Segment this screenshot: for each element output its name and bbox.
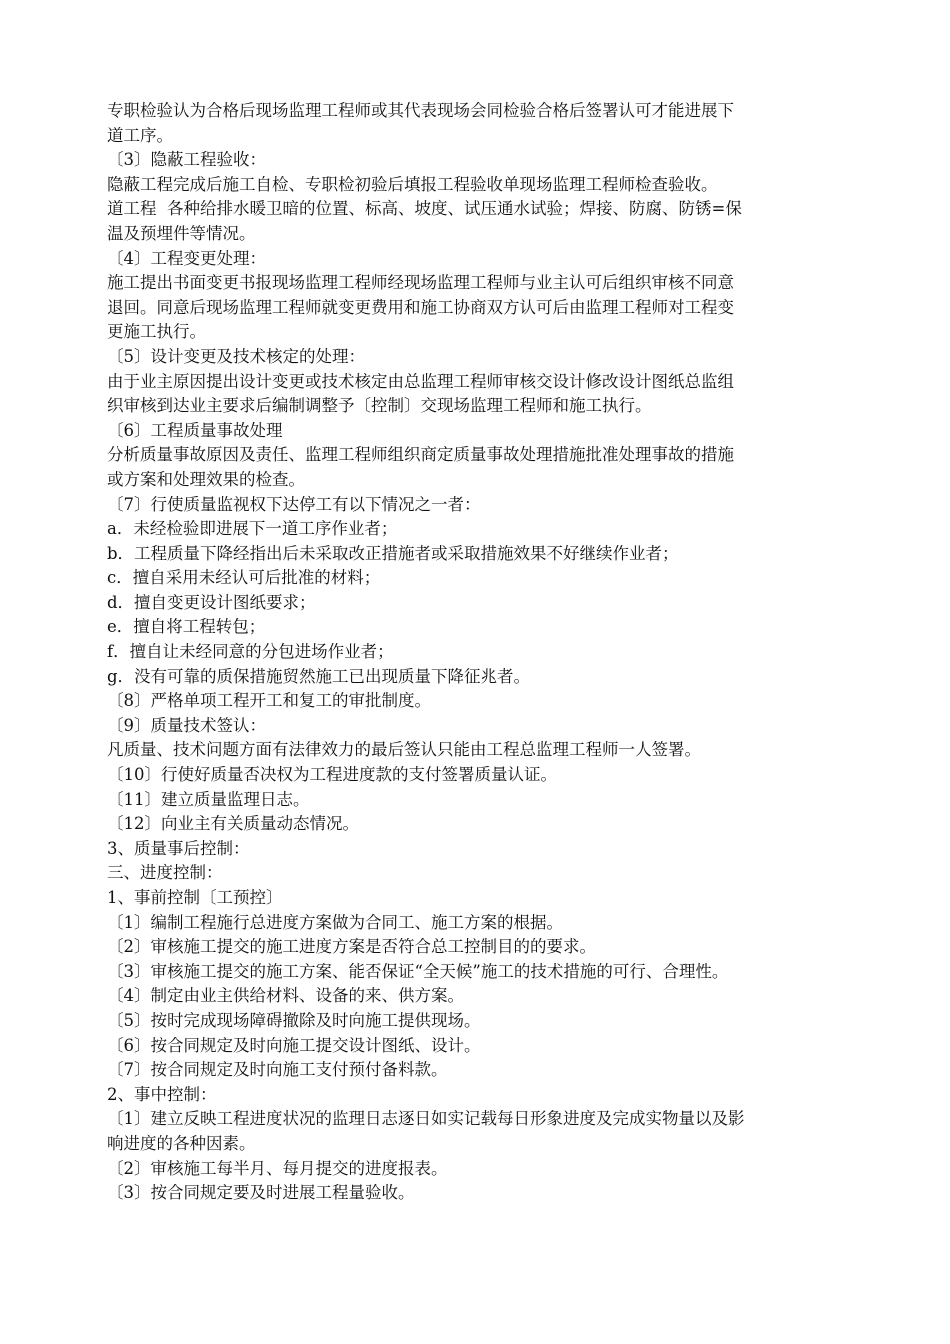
section-heading: 〔8〕严格单项工程开工和复工的审批制度。: [107, 691, 431, 711]
text-line: 施工提出书面变更书报现场监理工程师经现场监理工程师与业主认可后组织审核不同意: [107, 273, 734, 293]
list-item: b．工程质量下降经指出后未采取改正措施者或采取措施效果不好继续作业者；: [107, 543, 679, 563]
section-heading: 〔3〕隐蔽工程验收：: [107, 150, 266, 170]
section-heading: 〔6〕工程质量事故处理: [107, 420, 283, 440]
text-line: 更施工执行。: [107, 322, 206, 342]
list-item: 〔7〕按合同规定及时向施工支付预付备料款。: [107, 1060, 448, 1080]
text-line: 专职检验认为合格后现场监理工程师或其代表现场会同检验合格后签署认可才能进展下: [107, 101, 734, 120]
text-line: 织审核到达业主要求后编制调整予〔控制〕交现场监理工程师和施工执行。: [107, 396, 652, 416]
list-item: c．擅自采用未经认可后批准的材料；: [107, 568, 381, 588]
list-item: 〔1〕建立反映工程进度状况的监理日志逐日如实记载每日形象进度及完成实物量以及影: [107, 1109, 745, 1129]
section-heading: 〔4〕工程变更处理：: [107, 248, 266, 268]
section-heading: 2、事中控制：: [107, 1084, 217, 1104]
text-line: 温及预埋件等情况。: [107, 223, 256, 243]
text-line: 分析质量事故原因及责任、监理工程师组织商定质量事故处理措施批准处理事故的措施: [107, 445, 734, 465]
list-item: a．未经检验即进展下一道工序作业者；: [107, 519, 398, 539]
section-heading: 〔12〕向业主有关质量动态情况。: [107, 814, 359, 834]
text-line: 响进度的各种因素。: [107, 1133, 256, 1153]
text-line: 道工程 各种给排水暖卫暗的位置、标高、坡度、试压通水试验；焊接、防腐、防锈=保: [107, 199, 742, 219]
section-heading: 〔10〕行使好质量否决权为工程进度款的支付签署质量认证。: [107, 765, 557, 785]
list-item: 〔5〕按时完成现场障碍撤除及时向施工提供现场。: [107, 1010, 481, 1030]
list-item: 〔2〕审核施工提交的施工进度方案是否符合总工控制目的的要求。: [107, 937, 596, 957]
list-item: 〔3〕审核施工提交的施工方案、能否保证“全天候”施工的技术措施的可行、合理性。: [107, 961, 729, 981]
text-line: 凡质量、技术问题方面有法律效力的最后签认只能由工程总监理工程师一人签署。: [107, 740, 701, 760]
section-heading: 〔5〕设计变更及技术核定的处理：: [107, 346, 365, 366]
section-heading: 3、质量事后控制：: [107, 838, 250, 858]
section-heading: 〔11〕建立质量监理日志。: [107, 789, 310, 809]
list-item: 〔6〕按合同规定及时向施工提交设计图纸、设计。: [107, 1035, 481, 1055]
text-line: 隐蔽工程完成后施工自检、专职检初验后填报工程验收单现场监理工程师检查验收。: [107, 174, 718, 194]
section-heading: 〔9〕质量技术签认：: [107, 715, 266, 735]
text-line: 或方案和处理效果的检查。: [107, 469, 305, 489]
list-item: 〔2〕审核施工每半月、每月提交的进度报表。: [107, 1158, 448, 1178]
list-item: 〔3〕按合同规定要及时进展工程量验收。: [107, 1183, 415, 1203]
list-item: 〔4〕制定由业主供给材料、设备的来、供方案。: [107, 986, 464, 1006]
section-heading: 〔7〕行使质量监视权下达停工有以下情况之一者：: [107, 494, 481, 514]
list-item: e．擅自将工程转包；: [107, 617, 266, 637]
document-body: [107, 99, 847, 1206]
list-item: d．擅自变更设计图纸要求；: [107, 592, 316, 612]
section-heading: 1、事前控制〔工预控〕: [107, 888, 283, 907]
list-item: f．擅自让未经同意的分包进场作业者；: [107, 642, 394, 662]
text-line: 道工序。: [107, 125, 173, 145]
list-item: g．没有可靠的质保措施贸然施工已出现质量下降征兆者。: [107, 666, 531, 686]
chapter-heading: 三、进度控制：: [107, 863, 223, 883]
text-line: 退回。同意后现场监理工程师就变更费用和施工协商双方认可后由监理工程师对工程变: [107, 297, 734, 317]
text-line: 由于业主原因提出设计变更或技术核定由总监理工程师审核交设计修改设计图纸总监组: [107, 371, 734, 391]
list-item: 〔1〕编制工程施行总进度方案做为合同工、施工方案的根据。: [107, 912, 563, 932]
